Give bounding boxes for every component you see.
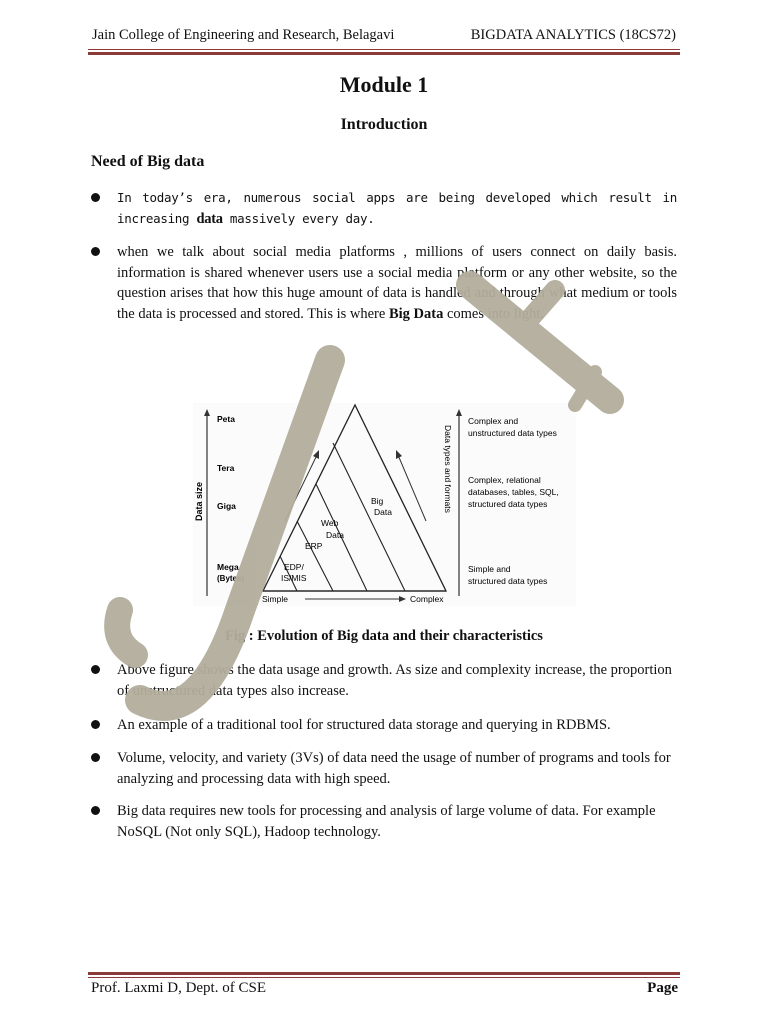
header-college: Jain College of Engineering and Research, Belagavi xyxy=(92,27,395,43)
layer-label: ERP xyxy=(305,541,323,551)
footer-page-label: Page xyxy=(647,980,678,996)
big-data-evolution-figure xyxy=(193,403,576,606)
bullet-icon xyxy=(91,753,100,762)
bullet-text: Volume, velocity, and variety (3Vs) of data need the usage of number of programs and tools for analyzing and processing data with high speed. xyxy=(117,750,671,787)
right-label: Simple and xyxy=(468,564,511,574)
right-label: structured data types xyxy=(468,576,548,586)
bullet-icon xyxy=(91,193,100,202)
section-title: Introduction xyxy=(340,116,428,133)
bullet-icon xyxy=(91,247,100,256)
bullet-item xyxy=(91,801,677,842)
section-heading: Need of Big data xyxy=(91,153,205,170)
bullet-text: when we talk about social media platforms , millions of users connect on daily basis. information is shared whenever users use a social media platform or any other website, so the question arises that how this huge amount of data is handled and through what medium or tools the data is processed and stored. This is where Big Data comes into light. xyxy=(117,244,677,322)
bullet-icon xyxy=(91,665,100,674)
footer-author: Prof. Laxmi D, Dept. of CSE xyxy=(91,980,266,996)
figure-caption: Fig : Evolution of Big data and their characteristics xyxy=(225,628,543,644)
y-tick-label: Giga xyxy=(217,501,236,511)
bullet-icon xyxy=(91,806,100,815)
header-rule-thin xyxy=(88,49,680,50)
right-label: unstructured data types xyxy=(468,428,557,438)
footer-rule-thick xyxy=(88,972,680,975)
y-tick-label: Mega xyxy=(217,562,239,572)
x-axis-label-complex: Complex xyxy=(410,594,444,604)
right-label: databases, tables, SQL, xyxy=(468,487,559,497)
right-label: structured data types xyxy=(468,499,548,509)
layer-label: Data xyxy=(326,530,344,540)
module-title: Module 1 xyxy=(339,72,429,97)
header-rule-thick xyxy=(88,52,680,55)
y-tick-label: Peta xyxy=(217,414,235,424)
y-tick-label: Tera xyxy=(217,463,235,473)
bullet-text: Big data requires new tools for processing and analysis of large volume of data. For example NoSQL (Not only SQL), Hadoop technology. xyxy=(117,803,656,840)
right-label: Complex, relational xyxy=(468,475,541,485)
header-course: BIGDATA ANALYTICS (18CS72) xyxy=(470,27,676,43)
layer-label: Big xyxy=(371,496,384,506)
bullet-item xyxy=(91,188,677,229)
layer-label: Web xyxy=(321,518,339,528)
bullet-text: Above figure shows the data usage and growth. As size and complexity increase, the proportion of unstructured data types also increase. xyxy=(117,662,672,699)
bullet-item xyxy=(91,748,677,789)
bullet-item xyxy=(91,715,677,736)
bullet-item xyxy=(91,660,677,701)
right-label: Complex and xyxy=(468,416,519,426)
x-axis-label-simple: Simple xyxy=(262,594,288,604)
layer-label: EDP/ xyxy=(284,562,304,572)
bullet-text: In today’s era, numerous social apps are being developed which result in increasing data massively every day. xyxy=(117,190,677,227)
bullet-item xyxy=(91,242,677,324)
bullet-icon xyxy=(91,720,100,729)
page-header xyxy=(92,27,676,47)
page-footer xyxy=(91,980,678,997)
layer-label: Data xyxy=(374,507,392,517)
layer-label: IS/MIS xyxy=(281,573,307,583)
y-tick-label: (Bytes) xyxy=(217,574,245,583)
bullet-text: An example of a traditional tool for structured data storage and querying in RDBMS. xyxy=(117,717,611,733)
footer-rule-thin xyxy=(88,977,680,978)
y-axis-title: Data size xyxy=(194,481,204,521)
right-axis-title: Data types and formats xyxy=(443,425,453,513)
